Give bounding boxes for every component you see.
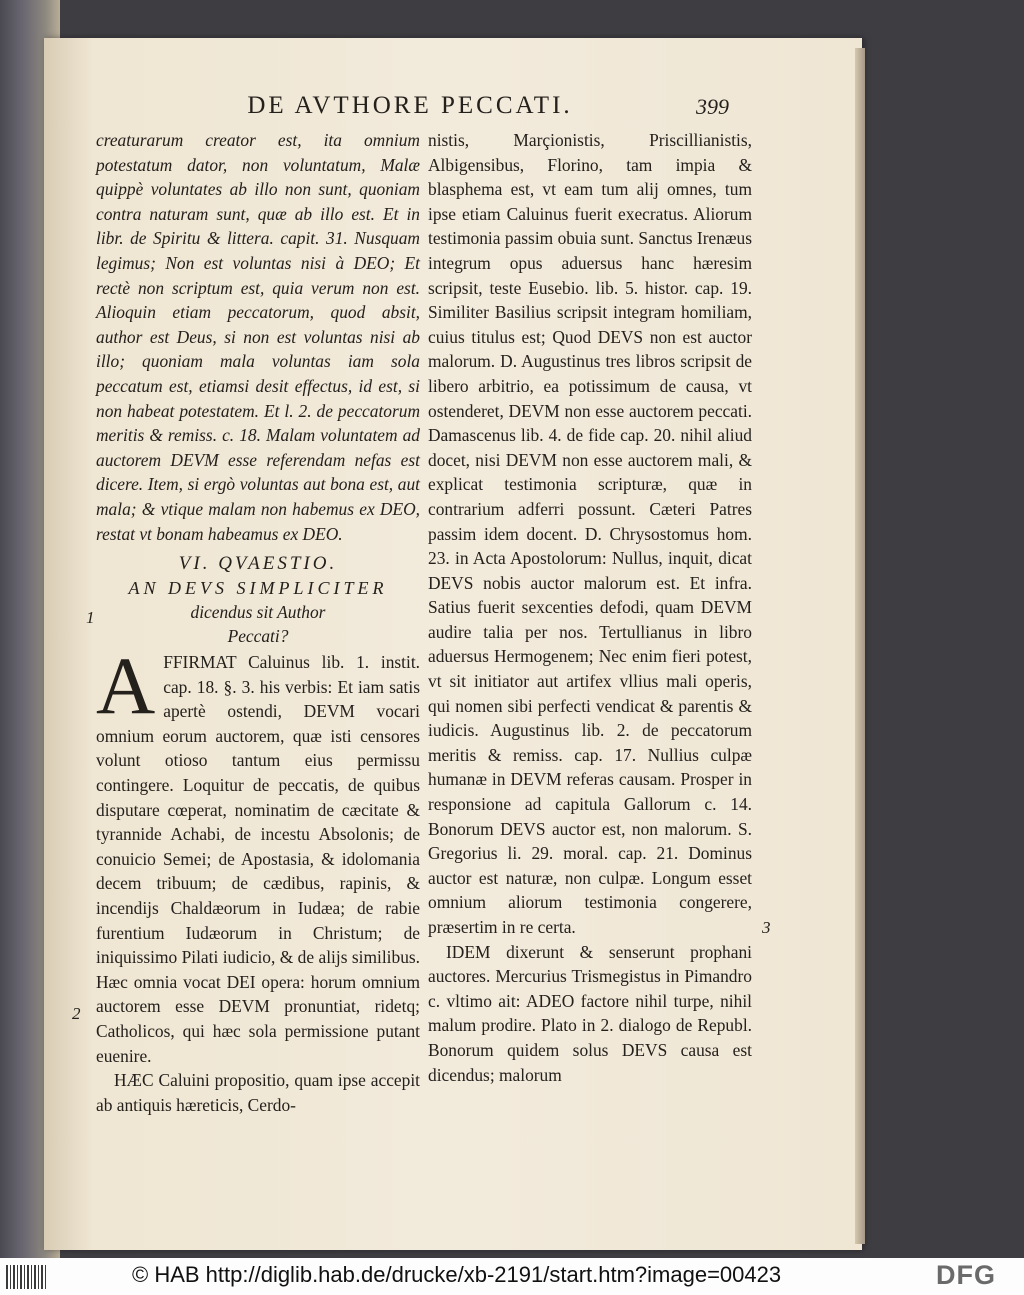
left-paragraph-2 bbox=[96, 640, 420, 1068]
page-number: 399 bbox=[696, 94, 729, 119]
left-paragraph-2-text: FFIRMAT Caluinus lib. 1. instit. cap. 18. §. 3. his verbis: Et iam satis apertè ostendi, DEVM vocari omnium eorum auctorem, quæ isti censores volunt otioso tantum eius permissu contingere. Loquitur de peccatis, de quibus disputare cœperat, nominatim de cæcitate & tyrannide Achabi, de incestu Absolonis; de conuicio Semei; de Apostasia, & idolomania decem tribuum; de cædibus, rapinis, & incendijs Chaldæorum in Iudæa; de rabie furentium Iudæorum in Christum; de iniquissimo Pilati iudicio, & de alijs similibus. Hæc omnia vocat DEI opera: horum omnium auctorem esse DEVM pronuntiat, ridetq; Catholicos, qui hæc sola permissione putant euenire. bbox=[96, 652, 420, 1066]
question-title-line2: dicendus sit Author bbox=[190, 602, 326, 623]
right-paragraph-1: nistis, Marçionistis, Priscillianistis, Albigensibus, Florino, tam impia & blasphema est, vt eam tum alij omnes, tum ipse etiam Caluinus fuerit execratus. Aliorum testimonia passim obuia sunt. Sanctus Irenæus integrum opus aduersus hanc hæresim scripsit, teste Eusebio. lib. 5. histor. cap. 19. Similiter Basilius scripsit integram homiliam, cuius titulus est; Quod DEVS non est auctor malorum. D. Augustinus tres libros scripsit de libero arbitrio, ea potissimum de causa, vt ostenderet, DEVM non esse auctorem peccati. Damascenus lib. 4. de fide cap. 20. nihil aliud docet, nisi DEVM non esse auctorem mali, & explicat testimonia scripturæ, quæ in contrarium adferri possunt. Cæteri Patres passim idem docent. D. Chrysostomus hom. 23. in Acta Apostolorum: Nullus, inquit, dicat DEVS nobis auctor malorum est. Et infra. Satius fuerit sexcenties defodi, quam DEVM audire talia per nos. Tertullianus in libro aduersus Hermogenem; Nec enim fieri potest, vt sit initiator aut artifex vllius mali operis, qui nomen sibi perfecti vendicat & parentis & iudicis. Augustinus lib. 2. de peccatorum meritis & remiss. cap. 17. Nullius culpæ humanæ in DEVM referas causam. Prosper in responsione ad capitula Gallorum c. 14. Bonorum DEVS auctor est, non malorum. S. Gregorius li. 29. moral. cap. 21. Dominus auctor est naturæ, non culpæ. Longum esset omnium aliorum testimonia congerere, præsertim in re certa. bbox=[428, 130, 752, 937]
margin-number-2: 2 bbox=[72, 1004, 81, 1023]
margin-number-1: 1 bbox=[86, 608, 95, 627]
question-heading bbox=[96, 552, 420, 648]
question-number: VI. QVAESTIO. bbox=[178, 553, 338, 575]
right-paragraph-2: IDEM dixerunt & senserunt prophani auctores. Mercurius Trismegistus in Pimandro c. vltimo ait: ADEO factore nihil turpe, nihil malum prodire. Plato in 2. dialogo de Republ. Bonorum quidem solus DEVS causa est dicendus; malorum bbox=[428, 941, 752, 1085]
left-column bbox=[96, 128, 420, 1117]
question-title-line3: Peccati? bbox=[227, 626, 289, 647]
footer-bar bbox=[0, 1258, 1024, 1295]
left-paragraph-3: HÆC Caluini propositio, quam ipse accepit ab antiquis hæreticis, Cerdo- bbox=[96, 1070, 420, 1115]
margin-number-3: 3 bbox=[762, 918, 771, 937]
dfg-logo: DFG bbox=[936, 1260, 996, 1290]
footer-copyright-link[interactable]: © HAB http://diglib.hab.de/drucke/xb-2191/start.htm?image=00423 bbox=[132, 1262, 782, 1287]
left-paragraph-1: creaturarum creator est, ita omnium potestatum dator, non voluntatum, Malæ quippè voluntates ab illo non sunt, quoniam contra naturam sunt, quæ ab illo est. Et in libr. de Spiritu & littera. capit. 31. Nusquam legimus; Non est voluntas nisi à DEO; Et rectè non scriptum est, quia verum non est. Alioquin etiam peccatorum, quod absit, author est Deus, si non est voluntas nisi ab illo; quoniam mala voluntas iam sola peccatum est, etiamsi desit effectus, id est, si non habeat potestatem. Et l. 2. de peccatorum meritis & remiss. c. 18. Malam voluntatem ad auctorem DEVM esse referendam nefas est dicere. Item, si ergò voluntas aut bona est, aut mala; & vtique malam non habemus ex DEO, restat vt bonam habeamus ex DEO. bbox=[96, 130, 420, 544]
question-title-line1: AN DEVS SIMPLICITER bbox=[128, 578, 388, 599]
page-edge bbox=[855, 48, 865, 1244]
drop-capital: A bbox=[96, 640, 156, 732]
running-head: DE AVTHORE PECCATI. bbox=[247, 92, 573, 119]
right-column bbox=[428, 128, 752, 1087]
barcode-icon bbox=[6, 1265, 46, 1289]
